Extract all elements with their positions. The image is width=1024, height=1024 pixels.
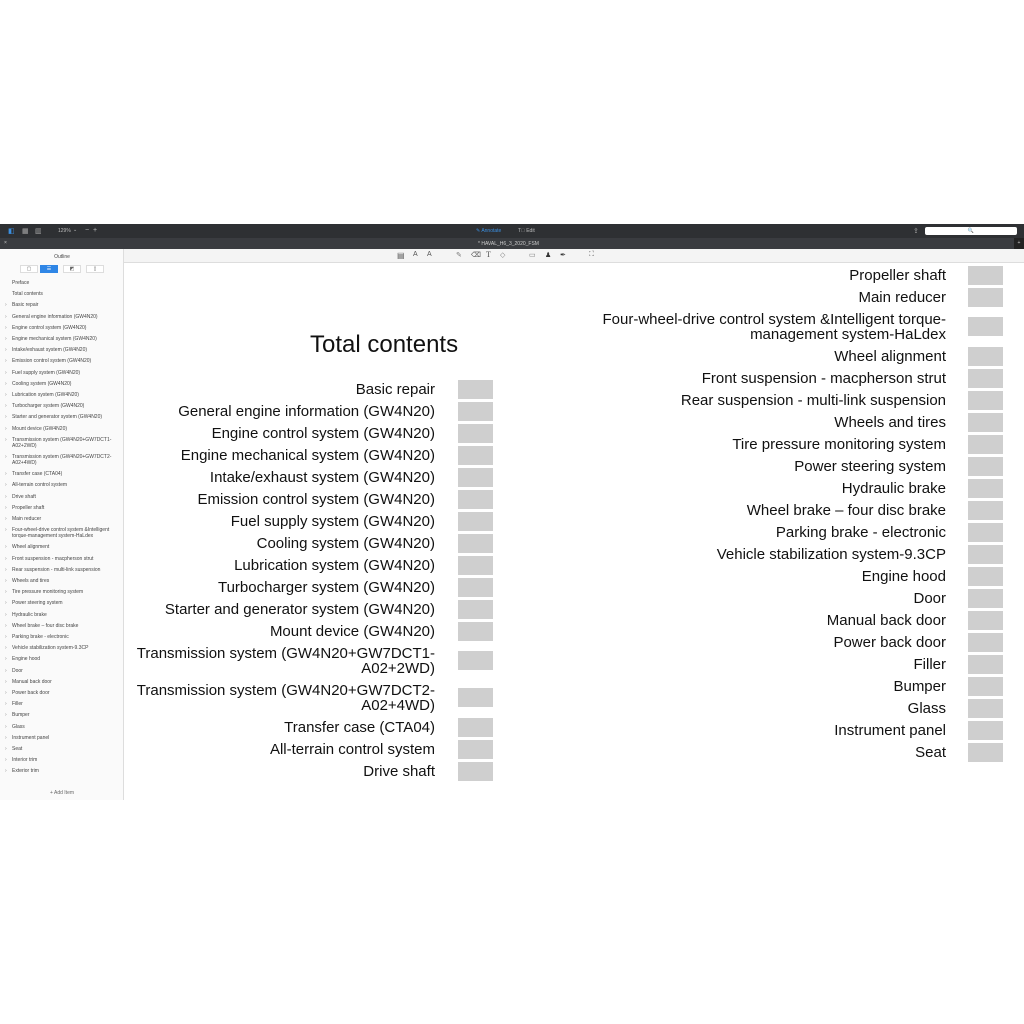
toc-entry[interactable]: Power steering system [794, 458, 946, 475]
shapes-icon[interactable]: ◇ [500, 252, 506, 259]
outline-item[interactable] [5, 757, 120, 763]
toc-entry[interactable]: Engine control system (GW4N20) [211, 425, 435, 442]
outline-item-label: Instrument panel [12, 734, 50, 741]
chevron-right-icon[interactable]: › [5, 324, 7, 331]
outline-item-label: Seat [12, 746, 23, 752]
pen-icon: ✎ [476, 228, 482, 234]
two-page-view-icon[interactable]: ▥ [35, 228, 42, 235]
page-number-placeholder [968, 699, 1003, 718]
outline-item-label: Engine control system (GW4N20) [12, 324, 87, 331]
chevron-right-icon[interactable]: › [5, 347, 7, 354]
toc-entry[interactable]: Engine hood [861, 568, 946, 585]
page-number-placeholder [968, 391, 1003, 410]
document-tab-bar [0, 238, 1024, 249]
outline-item[interactable] [5, 291, 120, 297]
outline-item-label: Vehicle stabilization system-9.3CP [12, 645, 89, 652]
outline-item-label: Power steering system [12, 600, 63, 607]
outline-item-label: Wheels and tires [12, 578, 50, 584]
outline-item-label: All-terrain control system [12, 482, 68, 489]
toc-entry[interactable]: Turbocharger system (GW4N20) [217, 579, 435, 596]
outline-item-label: Exterior trim [12, 768, 39, 775]
sidebar-toggle-icon[interactable]: ◧ [8, 228, 15, 235]
chevron-right-icon[interactable]: › [5, 678, 7, 685]
chevron-right-icon[interactable]: › [5, 746, 7, 752]
annotate-tab[interactable] [476, 228, 501, 234]
outline-item-label: Transfer case (CTA04) [12, 471, 63, 478]
outline-item-label: Total contents [12, 291, 43, 298]
chevron-right-icon[interactable]: › [5, 358, 7, 365]
toc-entry[interactable]: Seat [915, 744, 946, 761]
chevron-right-icon[interactable]: › [5, 544, 7, 551]
chevron-right-icon[interactable]: › [5, 734, 7, 741]
toc-entry[interactable]: Basic repair [355, 381, 435, 398]
page-number-placeholder [968, 435, 1003, 454]
toc-entry[interactable]: Main reducer [858, 289, 946, 306]
toc-entry[interactable]: Tire pressure monitoring system [732, 436, 946, 453]
toc-entry[interactable]: Vehicle stabilization system-9.3CP [716, 546, 946, 563]
toc-entry[interactable]: Filler [913, 656, 946, 673]
stamp-icon[interactable]: ♟ [545, 252, 552, 259]
toc-entry[interactable]: Intake/exhaust system (GW4N20) [209, 469, 435, 486]
annotations-tab-icon[interactable]: ◩ [63, 265, 81, 273]
chevron-right-icon[interactable]: › [5, 493, 7, 500]
document-tab-title[interactable]: * HAVAL_H6_3_2020_FSM [478, 241, 539, 247]
outline-item-label: Front suspension - macpherson strut [12, 555, 94, 562]
pencil-icon[interactable]: ✎ [456, 252, 462, 259]
chevron-right-icon[interactable]: › [5, 622, 7, 629]
strikethrough-text-icon[interactable]: A [427, 251, 432, 258]
chevron-right-icon[interactable]: › [5, 667, 7, 674]
annotation-toolbar [0, 249, 1024, 263]
pdf-viewer-window [0, 224, 1024, 800]
outline-item-label: Interior trim [12, 757, 38, 764]
outline-item-label: Transmission system (GW4N20+GW7DCT1-A02+2WD) [12, 436, 112, 449]
page-number-placeholder [968, 611, 1003, 630]
zoom-level[interactable]: 129% [58, 228, 71, 234]
outline-item-label: Mount device (GW4N20) [12, 425, 68, 432]
chevron-right-icon[interactable]: › [5, 504, 7, 511]
chevron-right-icon[interactable]: › [5, 369, 7, 376]
chevron-right-icon[interactable]: › [5, 380, 7, 387]
toc-entry[interactable]: Fuel supply system (GW4N20) [230, 513, 435, 530]
toc-entry[interactable]: Mount device (GW4N20) [269, 623, 435, 640]
toc-entry[interactable]: Drive shaft [363, 763, 435, 780]
toc-entry[interactable]: Transmission system (GW4N20+GW7DCT1- A02+2WD) [136, 645, 435, 677]
outline-item[interactable] [5, 314, 120, 320]
toc-entry[interactable]: Hydraulic brake [841, 480, 946, 497]
outline-item[interactable] [5, 735, 120, 741]
toc-entry[interactable]: Door [913, 590, 946, 607]
pdf-page [125, 264, 1024, 800]
chevron-right-icon[interactable]: › [5, 313, 7, 320]
add-item-button[interactable]: + Add Item [49, 790, 75, 796]
page-number-placeholder [968, 413, 1003, 432]
page-number-placeholder [968, 317, 1003, 336]
outline-item-label: Drive shaft [12, 493, 36, 500]
chevron-right-icon[interactable]: › [5, 436, 7, 443]
zoom-in-button[interactable]: + [93, 227, 98, 234]
outline-item-label: Emission control system (GW4N20) [12, 358, 92, 365]
outline-item-label: Cooling system (GW4N20) [12, 380, 72, 387]
toc-entry[interactable]: Rear suspension - multi-link suspension [680, 392, 946, 409]
chevron-right-icon[interactable]: › [5, 600, 7, 607]
chevron-right-icon[interactable]: › [5, 645, 7, 652]
outline-item-label: Wheel brake – four disc brake [12, 622, 79, 629]
outline-tab-icon[interactable]: ☰ [40, 265, 58, 273]
grid-view-icon[interactable]: ▦ [22, 228, 29, 235]
toc-entry[interactable]: Transmission system (GW4N20+GW7DCT2- A02+4WD) [136, 682, 435, 714]
outline-item[interactable] [5, 280, 120, 286]
page-number-placeholder [968, 479, 1003, 498]
close-tab-icon[interactable]: × [4, 240, 7, 246]
outline-item-label: General engine information (GW4N20) [12, 313, 98, 320]
text-edit-icon: T⃞ [518, 228, 527, 234]
outline-item-label: Main reducer [12, 516, 42, 522]
outline-item-label: Power back door [12, 690, 50, 696]
bookmarks-tab-icon[interactable]: ▯ [86, 265, 104, 273]
outline-item[interactable] [5, 712, 120, 718]
page-number-placeholder [968, 288, 1003, 307]
toc-entry[interactable]: Emission control system (GW4N20) [197, 491, 435, 508]
chevron-right-icon[interactable]: › [5, 516, 7, 522]
comment-icon[interactable]: ▭ [529, 252, 536, 259]
chevron-right-icon[interactable]: › [5, 392, 7, 398]
toc-entry[interactable]: Glass [907, 700, 946, 717]
toc-entry[interactable]: Engine mechanical system (GW4N20) [180, 447, 435, 464]
outline-item-label: Filler [12, 701, 23, 708]
underline-text-icon[interactable]: A [413, 251, 418, 258]
page-number-placeholder [968, 655, 1003, 674]
toc-entry[interactable]: Parking brake - electronic [775, 524, 946, 541]
chevron-right-icon[interactable]: › [5, 425, 7, 432]
edit-label: Edit [526, 228, 535, 234]
page-number-placeholder [968, 721, 1003, 740]
chevron-right-icon[interactable]: › [5, 611, 7, 618]
outline-item-label: Four-wheel-drive control system &Intelligent torque-management system-HaLdex [12, 527, 110, 540]
page-title: Total contents [310, 331, 459, 358]
sidebar-title: Outline [54, 254, 70, 260]
chevron-right-icon[interactable]: › [5, 589, 7, 596]
chevron-right-icon[interactable]: › [5, 482, 7, 489]
toc-entry[interactable]: All-terrain control system [269, 741, 435, 758]
chevron-right-icon[interactable]: › [5, 527, 7, 534]
toc-entry[interactable]: Instrument panel [834, 722, 946, 739]
toc-entry[interactable]: Lubrication system (GW4N20) [234, 557, 435, 574]
outline-item-label: Lubrication system (GW4N20) [12, 392, 79, 398]
new-tab-button[interactable]: + [1014, 238, 1024, 249]
page-number-placeholder [458, 762, 493, 781]
page-number-placeholder [968, 545, 1003, 564]
outline-item-label: Door [12, 667, 23, 674]
outline-item-label: Wheel alignment [12, 544, 50, 551]
chevron-right-icon[interactable]: › [5, 578, 7, 584]
outline-item-label: Parking brake - electronic [12, 634, 69, 640]
toc-entry[interactable]: Wheel brake – four disc brake [746, 502, 946, 519]
toc-entry[interactable]: Transfer case (CTA04) [284, 719, 435, 736]
outline-item-label: Tire pressure monitoring system [12, 589, 84, 596]
page-number-placeholder [968, 369, 1003, 388]
zoom-out-button[interactable]: − [85, 227, 90, 234]
chevron-right-icon[interactable]: › [5, 403, 7, 410]
highlight-icon[interactable]: ▤ [397, 251, 405, 260]
page-number-placeholder [968, 743, 1003, 762]
outline-item-label: Glass [12, 723, 25, 730]
outline-item-label: Rear suspension - multi-link suspension [12, 566, 101, 573]
page-number-placeholder [968, 523, 1003, 542]
outline-item[interactable] [5, 325, 120, 331]
chevron-right-icon[interactable]: › [5, 723, 7, 730]
chevron-right-icon[interactable]: › [5, 555, 7, 562]
chevron-right-icon[interactable]: › [5, 701, 7, 708]
toc-entry[interactable]: Power back door [833, 634, 946, 651]
outline-item-label: Hydraulic brake [12, 611, 47, 618]
top-toolbar [0, 224, 1024, 238]
outline-item-label: Starter and generator system (GW4N20) [12, 414, 103, 421]
page-number-placeholder [968, 589, 1003, 608]
toc-entry[interactable]: Front suspension - macpherson strut [701, 370, 946, 387]
toc-entry[interactable]: General engine information (GW4N20) [178, 403, 435, 420]
outline-item-label: Fuel supply system (GW4N20) [12, 369, 81, 376]
page-number-placeholder [968, 501, 1003, 520]
page-number-placeholder [968, 457, 1003, 476]
outline-item-label: Intake/exhaust system (GW4N20) [12, 347, 88, 354]
outline-item[interactable] [5, 302, 120, 308]
outline-item-label: Preface [12, 280, 30, 286]
text-tool-icon[interactable]: T [486, 250, 491, 259]
chevron-right-icon[interactable]: › [5, 454, 7, 460]
outline-item-label: Manual back door [12, 678, 52, 685]
outline-item[interactable] [5, 370, 120, 376]
chevron-right-icon[interactable]: › [5, 414, 7, 421]
toc-entry[interactable]: Starter and generator system (GW4N20) [164, 601, 435, 618]
chevron-right-icon[interactable]: › [5, 471, 7, 478]
toc-entry[interactable]: Four-wheel-drive control system &Intelligent torque- management system-HaLdex [602, 311, 946, 343]
edit-tab[interactable] [518, 228, 535, 234]
eraser-icon[interactable]: ⌫ [471, 252, 481, 259]
outline-item[interactable] [5, 336, 120, 342]
search-input[interactable]: 🔍 [925, 227, 1017, 235]
toc-entry[interactable]: Propeller shaft [849, 267, 946, 284]
share-icon[interactable]: ⇪ [913, 228, 919, 235]
chevron-right-icon[interactable]: › [5, 690, 7, 696]
outline-item[interactable] [5, 358, 120, 364]
thumbnails-tab-icon[interactable]: ▢ [20, 265, 38, 273]
chevron-right-icon[interactable]: › [5, 757, 7, 764]
chevron-right-icon[interactable]: › [5, 634, 7, 640]
chevron-right-icon[interactable]: › [5, 566, 7, 573]
chevron-right-icon[interactable]: › [5, 768, 7, 775]
outline-item-label: Propeller shaft [12, 504, 45, 511]
toc-entry[interactable]: Manual back door [826, 612, 946, 629]
page-number-placeholder [968, 633, 1003, 652]
chevron-right-icon[interactable]: › [5, 336, 7, 342]
outline-item-label: Basic repair [12, 302, 39, 309]
signature-icon[interactable]: ✒ [560, 252, 566, 259]
page-number-placeholder [968, 567, 1003, 586]
page-number-placeholder [968, 677, 1003, 696]
zoom-chevron-icon[interactable]: ⌄ [73, 227, 78, 233]
outline-item-label: Engine hood [12, 656, 41, 663]
toc-entry[interactable]: Bumper [893, 678, 946, 695]
outline-item-label: Transmission system (GW4N20+GW7DCT2-A02+4WD) [12, 454, 112, 466]
page-number-placeholder [968, 266, 1003, 285]
chevron-right-icon[interactable]: › [5, 656, 7, 663]
chevron-right-icon[interactable]: › [5, 302, 7, 309]
outline-item[interactable] [5, 347, 120, 353]
toc-entry[interactable]: Wheel alignment [834, 348, 946, 365]
chevron-right-icon[interactable]: › [5, 712, 7, 719]
toc-entry[interactable]: Wheels and tires [834, 414, 946, 431]
outline-item-label: Engine mechanical system (GW4N20) [12, 336, 97, 342]
outline-item-label: Turbocharger system (GW4N20) [12, 403, 85, 410]
toc-entry[interactable]: Cooling system (GW4N20) [256, 535, 435, 552]
fullscreen-icon[interactable]: ⛶ [589, 251, 594, 258]
outline-item-label: Bumper [12, 712, 30, 719]
annotate-label: Annotate [481, 228, 502, 234]
page-number-placeholder [968, 347, 1003, 366]
